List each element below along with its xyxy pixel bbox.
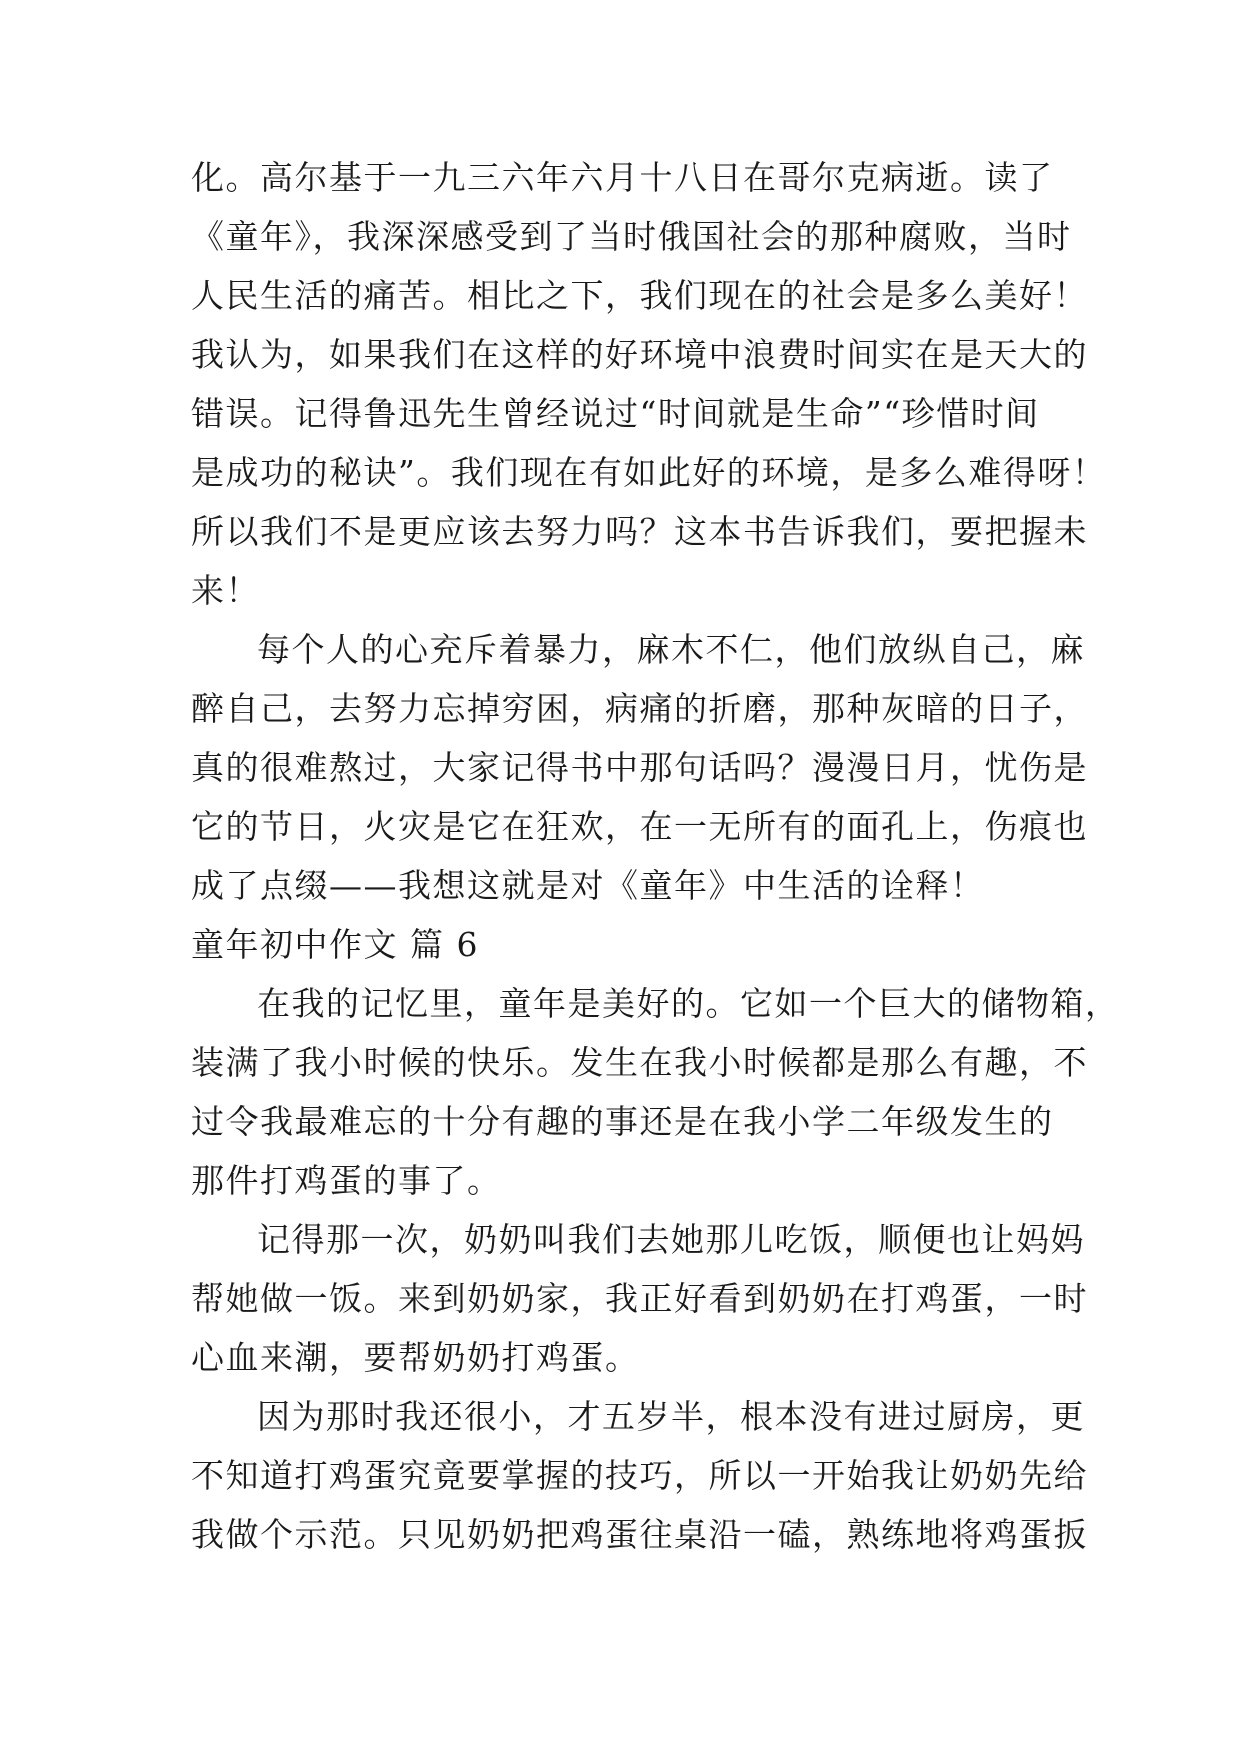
text-line: 不知道打鸡蛋究竟要掌握的技巧，所以一开始我让奶奶先给 [191,1456,1088,1495]
paragraph [191,148,1107,620]
text-line: 它的节日，火灾是它在狂欢，在一无所有的面孔上，伤痕也 [191,807,1088,846]
text-line: 因为那时我还很小，才五岁半，根本没有进过厨房，更 [257,1397,1085,1436]
text-line: 我认为，如果我们在这样的好环境中浪费时间实在是天大的 [191,335,1088,374]
text-line: 装满了我小时候的快乐。发生在我小时候都是那么有趣，不 [191,1043,1088,1082]
text-line: 化。高尔基于一九三六年六月十八日在哥尔克病逝。读了 [191,158,1054,197]
text-line: 所以我们不是更应该去努力吗？这本书告诉我们，要把握未 [191,512,1088,551]
text-line: 在我的记忆里，童年是美好的。它如一个巨大的储物箱， [257,984,1120,1023]
text-line: 醉自己，去努力忘掉穷困，病痛的折磨，那种灰暗的日子， [191,689,1088,728]
paragraph [191,620,1088,915]
text-line: 心血来潮，要帮奶奶打鸡蛋。 [191,1338,640,1377]
text-line: 记得那一次，奶奶叫我们去她那儿吃饭，顺便也让妈妈 [257,1220,1085,1259]
document-page [191,148,1120,1564]
text-line: 错误。记得鲁迅先生曾经说过“时间就是生命”“珍惜时间 [191,394,1040,433]
text-line: 我做个示范。只见奶奶把鸡蛋往桌沿一磕，熟练地将鸡蛋扳 [191,1515,1088,1554]
section-heading: 童年初中作文 篇 6 [191,925,479,964]
paragraph [191,1210,1088,1387]
text-line: 《童年》，我深深感受到了当时俄国社会的那种腐败，当时 [191,217,1072,256]
text-line: 帮她做一饭。来到奶奶家，我正好看到奶奶在打鸡蛋，一时 [191,1279,1088,1318]
text-line: 真的很难熬过，大家记得书中那句话吗？漫漫日月，忧伤是 [191,748,1088,787]
text-line: 人民生活的痛苦。相比之下，我们现在的社会是多么美好！ [191,276,1088,315]
text-line: 是成功的秘诀”。我们现在有如此好的环境，是多么难得呀！ [191,453,1107,492]
paragraph [191,974,1120,1210]
text-line: 来！ [191,571,260,610]
paragraph [191,1387,1088,1564]
text-line: 成了点缀——我想这就是对《童年》中生活的诠释！ [191,866,985,905]
text-line: 过令我最难忘的十分有趣的事还是在我小学二年级发生的 [191,1102,1054,1141]
text-line: 每个人的心充斥着暴力，麻木不仁，他们放纵自己，麻 [257,630,1085,669]
text-line: 那件打鸡蛋的事了。 [191,1161,502,1200]
